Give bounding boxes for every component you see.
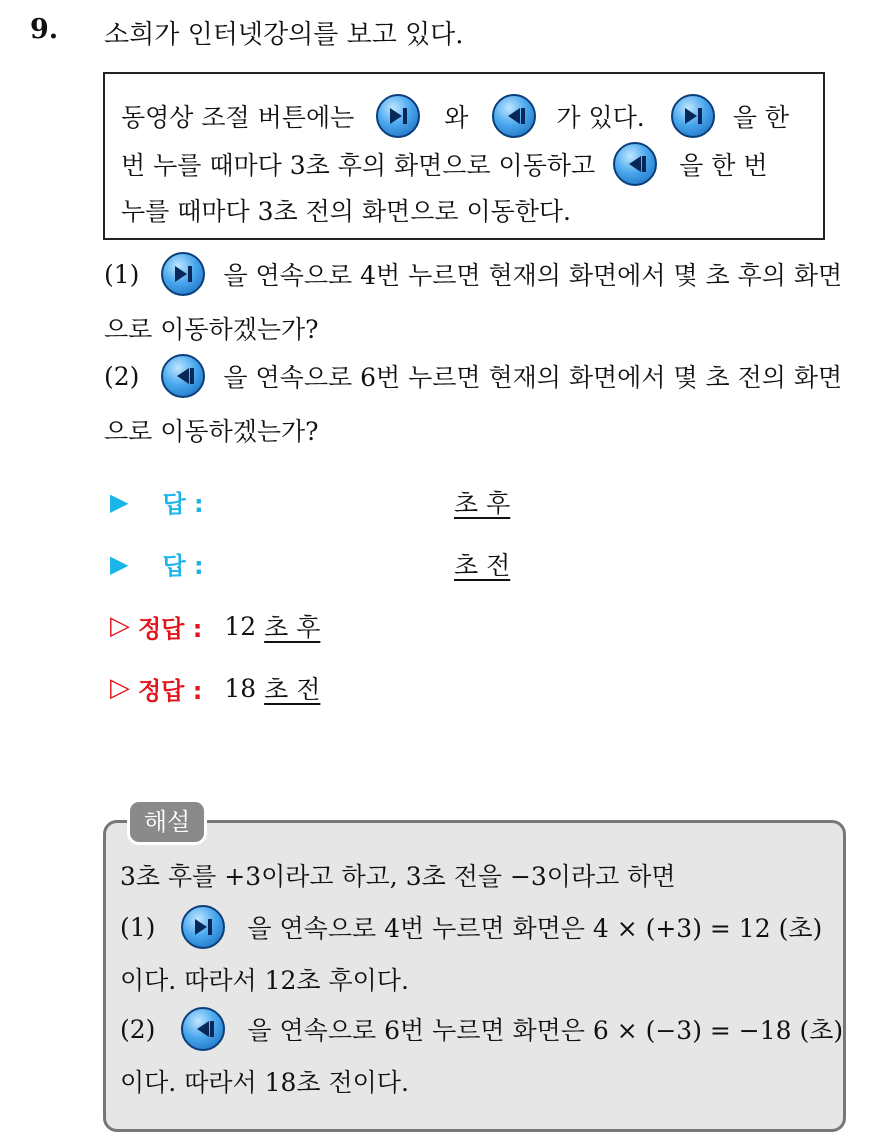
explanation-item-text: 을 연속으로 4번 누르면 화면은 4 × (+3) = 12 (초) [247, 914, 823, 943]
context-line-3: 누를 때마다 3초 전의 화면으로 이동한다. [121, 197, 571, 226]
explanation-item-1-cont: 이다. 따라서 12초 후이다. [120, 966, 409, 995]
context-text: 동영상 조절 버튼에는 [121, 103, 355, 132]
correct-answer-number: 18 [224, 673, 257, 703]
outline-play-marker-icon: ▷ [110, 673, 130, 703]
correct-answer-row-2 [110, 670, 320, 706]
skip-backward-button-icon [613, 142, 657, 186]
skip-backward-button-icon [492, 94, 536, 138]
sub-question-text: 을 연속으로 4번 누르면 현재의 화면에서 몇 초 후의 화면 [223, 261, 843, 290]
context-text: 을 한 번 [679, 151, 768, 180]
explanation-tag: 해설 [127, 799, 207, 845]
answer-label: 답 : [162, 490, 204, 518]
answer-blank-1[interactable]: 초 후 [454, 489, 511, 518]
explanation-item-number: (1) [120, 912, 156, 942]
context-line-2 [121, 142, 768, 186]
correct-answer-unit: 초 후 [264, 613, 321, 642]
answer-blank-2[interactable]: 초 전 [454, 551, 511, 580]
skip-forward-button-icon [671, 94, 715, 138]
correct-answer-row-1 [110, 608, 320, 644]
correct-answer-label: 정답 : [138, 676, 203, 705]
sub-question-1-cont: 으로 이동하겠는가? [104, 315, 319, 344]
sub-question-1 [104, 252, 842, 296]
sub-question-number: (1) [104, 259, 140, 289]
question-text: 소희가 인터넷강의를 보고 있다. [104, 20, 464, 50]
skip-forward-button-icon [161, 252, 205, 296]
skip-backward-button-icon [161, 354, 205, 398]
correct-answer-unit: 초 전 [264, 675, 321, 704]
skip-backward-button-icon [181, 1007, 225, 1051]
context-text: 번 누를 때마다 3초 후의 화면으로 이동하고 [121, 151, 596, 180]
outline-play-marker-icon: ▷ [110, 611, 130, 641]
explanation-item-1 [120, 905, 822, 949]
context-text: 와 [444, 103, 469, 132]
context-line-1 [121, 94, 789, 138]
explanation-intro: 3초 후를 +3이라고 하고, 3초 전을 −3이라고 하면 [120, 862, 676, 891]
skip-forward-button-icon [181, 905, 225, 949]
answer-row-2 [110, 546, 511, 581]
answer-label: 답 : [162, 552, 204, 580]
play-marker-icon: ▶ [110, 549, 129, 578]
correct-answer-label: 정답 : [138, 614, 203, 643]
explanation-item-number: (2) [120, 1014, 156, 1044]
sub-question-text: 을 연속으로 6번 누르면 현재의 화면에서 몇 초 전의 화면 [223, 363, 843, 392]
answer-row-1 [110, 484, 511, 519]
skip-forward-button-icon [376, 94, 420, 138]
sub-question-number: (2) [104, 361, 140, 391]
correct-answer-number: 12 [224, 611, 257, 641]
explanation-box [103, 820, 846, 1132]
context-text: 가 있다. [556, 103, 645, 132]
explanation-item-text: 을 연속으로 6번 누르면 화면은 6 × (−3) = −18 (초) [247, 1016, 844, 1045]
explanation-item-2-cont: 이다. 따라서 18초 전이다. [120, 1068, 409, 1097]
play-marker-icon: ▶ [110, 487, 129, 516]
sub-question-2-cont: 으로 이동하겠는가? [104, 417, 319, 446]
explanation-item-2 [120, 1007, 843, 1051]
context-text: 을 한 [732, 103, 790, 132]
context-box [103, 72, 825, 240]
question-number: 9. [30, 14, 59, 45]
sub-question-2 [104, 354, 842, 398]
